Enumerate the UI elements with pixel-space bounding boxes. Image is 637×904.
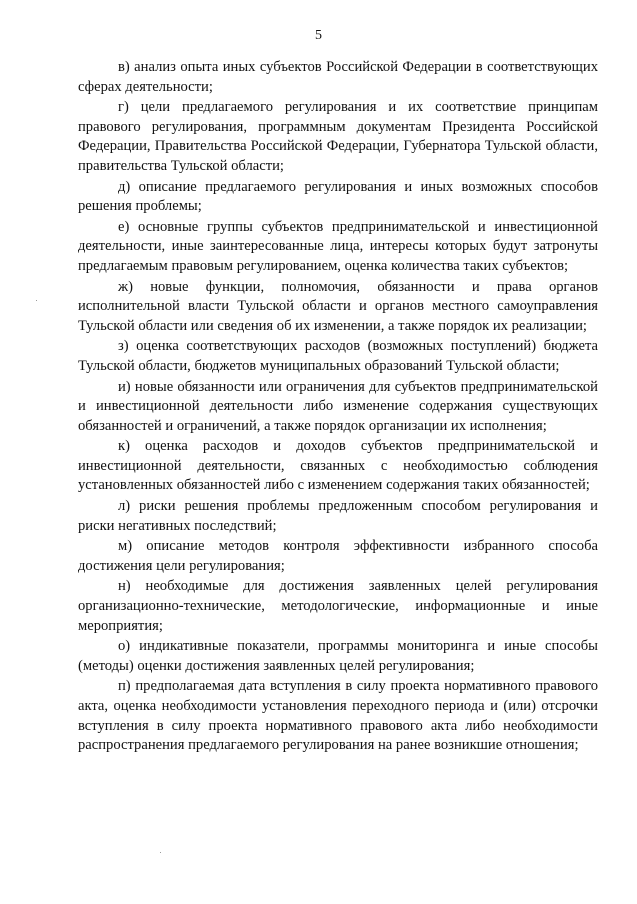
list-item-zh: ж) новые функции, полномочия, обязанности и права органов исполнительной власти Тульской области и органов местного самоуправления Тульской области или сведения об их изменении, а также порядок их реализации; [78,278,598,334]
scan-speck [160,852,161,853]
list-item-v: в) анализ опыта иных субъектов Российской Федерации в соответствующих сферах деятельности; [78,59,598,95]
scan-speck [36,300,37,301]
list-item-l: л) риски решения проблемы предложенным способом регулирования и риски негативных последствий; [78,498,598,534]
list-item-g: г) цели предлагаемого регулирования и их соответствие принципам правового регулирования, программным документам Президента Российской Федерации, Правительства Российской Федерации, Губернатора Тульской области, правительства Тульской области; [78,99,598,174]
list-item-e: е) основные группы субъектов предпринимательской и инвестиционной деятельности, иные заинтересованные лица, интересы которых будут затронуты предлагаемым правовым регулированием, оценка количества таких субъектов; [78,218,598,274]
list-item-z: з) оценка соответствующих расходов (возможных поступлений) бюджета Тульской области, бюджетов муниципальных образований Тульской области; [78,338,598,374]
list-item-d: д) описание предлагаемого регулирования и иных возможных способов решения проблемы; [78,178,598,215]
list-item-k: к) оценка расходов и доходов субъектов предпринимательской и инвестиционной деятельности, связанных с необходимостью соблюдения установленных обязанностей либо с изменением содержания таких обязанностей; [78,438,598,494]
list-item-p: п) предполагаемая дата вступления в силу проекта нормативного правового акта, оценка необходимости установления переходного периода и (или) отсрочки вступления в силу проекта нормативного правового акта либо необходимости распространения предлагаемого регулирования на ранее возникшие отношения; [78,678,598,754]
list-item-m: м) описание методов контроля эффективности избранного способа достижения цели регулирования; [78,538,598,574]
list-item-o: о) индикативные показатели, программы мониторинга и иные способы (методы) оценки достижения заявленных целей регулирования; [78,638,598,674]
list-item-n: н) необходимые для достижения заявленных целей регулирования организационно-технические, методологические, информационные и иные мероприятия; [78,578,598,634]
list-item-i: и) новые обязанности или ограничения для субъектов предпринимательской и инвестиционной деятельности либо изменение содержания существующих обязанностей и ограничений, а также порядок организации их исполнения; [78,378,598,434]
document-body [78,58,598,757]
page-number: 5 [315,28,322,43]
